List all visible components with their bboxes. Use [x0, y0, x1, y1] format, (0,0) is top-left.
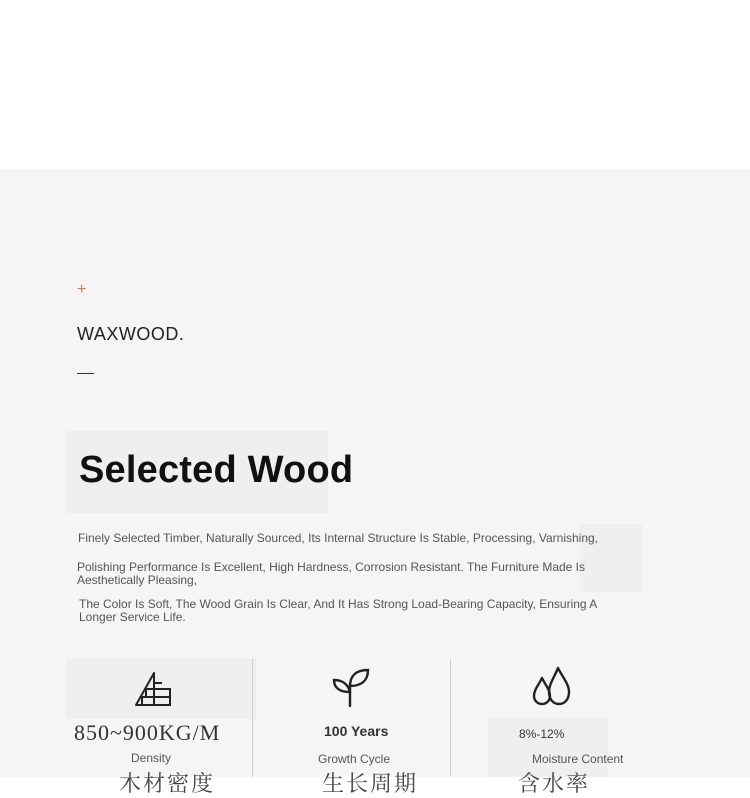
brand-dash-divider [77, 373, 94, 374]
description-paragraph: Finely Selected Timber, Naturally Sourced, Its Internal Structure Is Stable, Processing, Varnishing, [78, 531, 599, 545]
top-blank-area [0, 0, 750, 169]
feature-value: 850~900KG/M [74, 720, 221, 745]
description-paragraph: The Color Is Soft, The Wood Grain Is Clear, And It Has Strong Load-Bearing Capacity, Ensuring A Longer Service Life. [79, 597, 597, 624]
feature-label: Moisture Content [532, 752, 624, 766]
feature-value: 8%-12% [519, 727, 565, 741]
feature-divider [450, 659, 451, 777]
sprout-icon [330, 666, 372, 713]
feature-cn-label: 生长周期 [322, 771, 419, 796]
feature-value: 100 Years [324, 723, 389, 739]
feature-cn-label: 含水率 [518, 771, 591, 796]
feature-label: Growth Cycle [318, 752, 391, 766]
description-paragraph: Polishing Performance Is Excellent, High Hardness, Corrosion Resistant. The Furniture Made Is Aesthetically Pleasing, [77, 560, 586, 587]
brand-name: WAXWOOD. [77, 324, 185, 344]
water-drops-icon [530, 666, 572, 713]
feature-cn-label: 木材密度 [119, 771, 216, 796]
feature-label: Density [131, 751, 172, 765]
selected-wood-section [0, 169, 750, 796]
feature-divider [252, 659, 253, 777]
density-scale-icon [132, 669, 172, 714]
section-title: Selected Wood [79, 449, 354, 491]
plus-mark: + [77, 281, 87, 298]
